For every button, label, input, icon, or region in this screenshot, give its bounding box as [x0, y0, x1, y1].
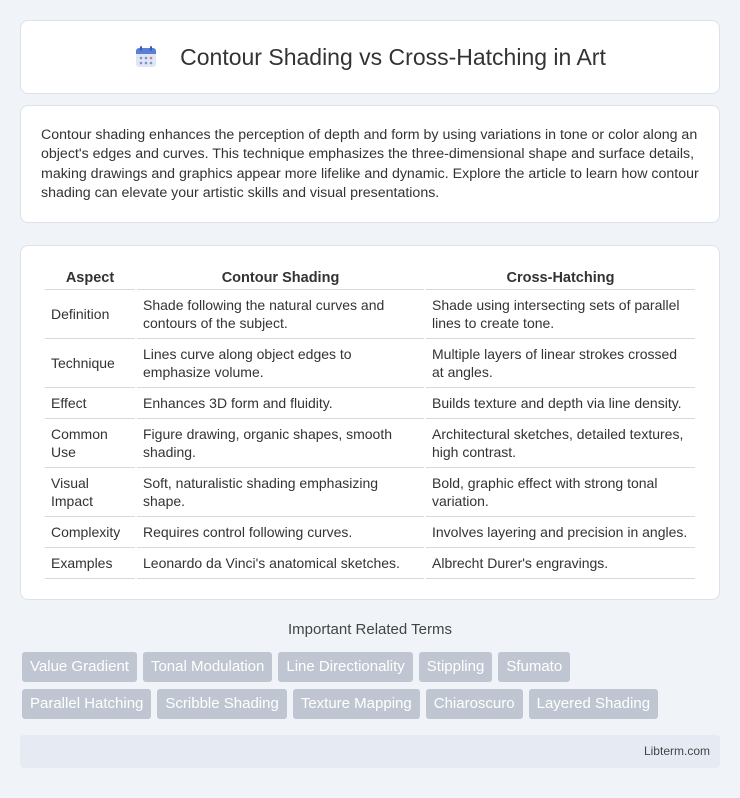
- row-contour: Enhances 3D form and fluidity.: [137, 388, 424, 419]
- tag-scribble-shading[interactable]: Scribble Shading: [157, 689, 286, 719]
- row-contour: Leonardo da Vinci's anatomical sketches.: [137, 548, 424, 579]
- related-terms: [22, 652, 722, 726]
- comparison-table: [43, 266, 697, 579]
- tag-row: [22, 689, 722, 719]
- table-row: [45, 517, 695, 548]
- tag-value-gradient[interactable]: Value Gradient: [22, 652, 137, 682]
- row-contour: Soft, naturalistic shading emphasizing shape.: [137, 468, 424, 517]
- row-aspect: Examples: [45, 548, 135, 579]
- row-hatching: Multiple layers of linear strokes crossed at angles.: [426, 339, 695, 388]
- row-aspect: Complexity: [45, 517, 135, 548]
- calendar-grid-icon: [134, 45, 158, 69]
- tag-texture-mapping[interactable]: Texture Mapping: [293, 689, 420, 719]
- header-aspect: Aspect: [45, 266, 135, 290]
- header-contour-shading: Contour Shading: [137, 266, 424, 290]
- tag-line-directionality[interactable]: Line Directionality: [278, 652, 412, 682]
- tag-chiaroscuro[interactable]: Chiaroscuro: [426, 689, 523, 719]
- row-contour: Shade following the natural curves and contours of the subject.: [137, 290, 424, 339]
- row-hatching: Albrecht Durer's engravings.: [426, 548, 695, 579]
- tag-sfumato[interactable]: Sfumato: [498, 652, 570, 682]
- header-cross-hatching: Cross-Hatching: [426, 266, 695, 290]
- row-aspect: Definition: [45, 290, 135, 339]
- footer: [20, 735, 720, 768]
- tag-layered-shading[interactable]: Layered Shading: [529, 689, 658, 719]
- table-row: [45, 419, 695, 468]
- row-hatching: Architectural sketches, detailed textures, high contrast.: [426, 419, 695, 468]
- intro-text: Contour shading enhances the perception of depth and form by using variations in tone or color along an object's edges and curves. This technique emphasizes the three-dimensional shape and surface details, making drawings and graphics appear more lifelike and dynamic. Explore the article to learn how contour shading can elevate your artistic skills and visual presentations.: [41, 127, 699, 202]
- row-contour: Figure drawing, organic shapes, smooth shading.: [137, 419, 424, 468]
- tag-stippling[interactable]: Stippling: [419, 652, 493, 682]
- related-terms-title: Important Related Terms: [288, 621, 452, 638]
- tag-tonal-modulation[interactable]: Tonal Modulation: [143, 652, 272, 682]
- row-contour: Requires control following curves.: [137, 517, 424, 548]
- table-header-row: [45, 266, 695, 290]
- row-hatching: Bold, graphic effect with strong tonal variation.: [426, 468, 695, 517]
- tag-parallel-hatching[interactable]: Parallel Hatching: [22, 689, 151, 719]
- row-hatching: Builds texture and depth via line density.: [426, 388, 695, 419]
- title-card: [20, 20, 720, 94]
- intro-card: [20, 105, 720, 223]
- row-aspect: Visual Impact: [45, 468, 135, 517]
- table-row: [45, 290, 695, 339]
- table-row: [45, 548, 695, 579]
- page-title: Contour Shading vs Cross-Hatching in Art: [180, 43, 606, 70]
- footer-site-link[interactable]: Libterm.com: [643, 744, 710, 758]
- table-row: [45, 339, 695, 388]
- table-row: [45, 388, 695, 419]
- row-aspect: Common Use: [45, 419, 135, 468]
- row-contour: Lines curve along object edges to emphasize volume.: [137, 339, 424, 388]
- table-row: [45, 468, 695, 517]
- row-hatching: Involves layering and precision in angles.: [426, 517, 695, 548]
- comparison-table-card: [20, 245, 720, 600]
- tag-row: [22, 652, 722, 682]
- row-aspect: Effect: [45, 388, 135, 419]
- row-hatching: Shade using intersecting sets of parallel lines to create tone.: [426, 290, 695, 339]
- row-aspect: Technique: [45, 339, 135, 388]
